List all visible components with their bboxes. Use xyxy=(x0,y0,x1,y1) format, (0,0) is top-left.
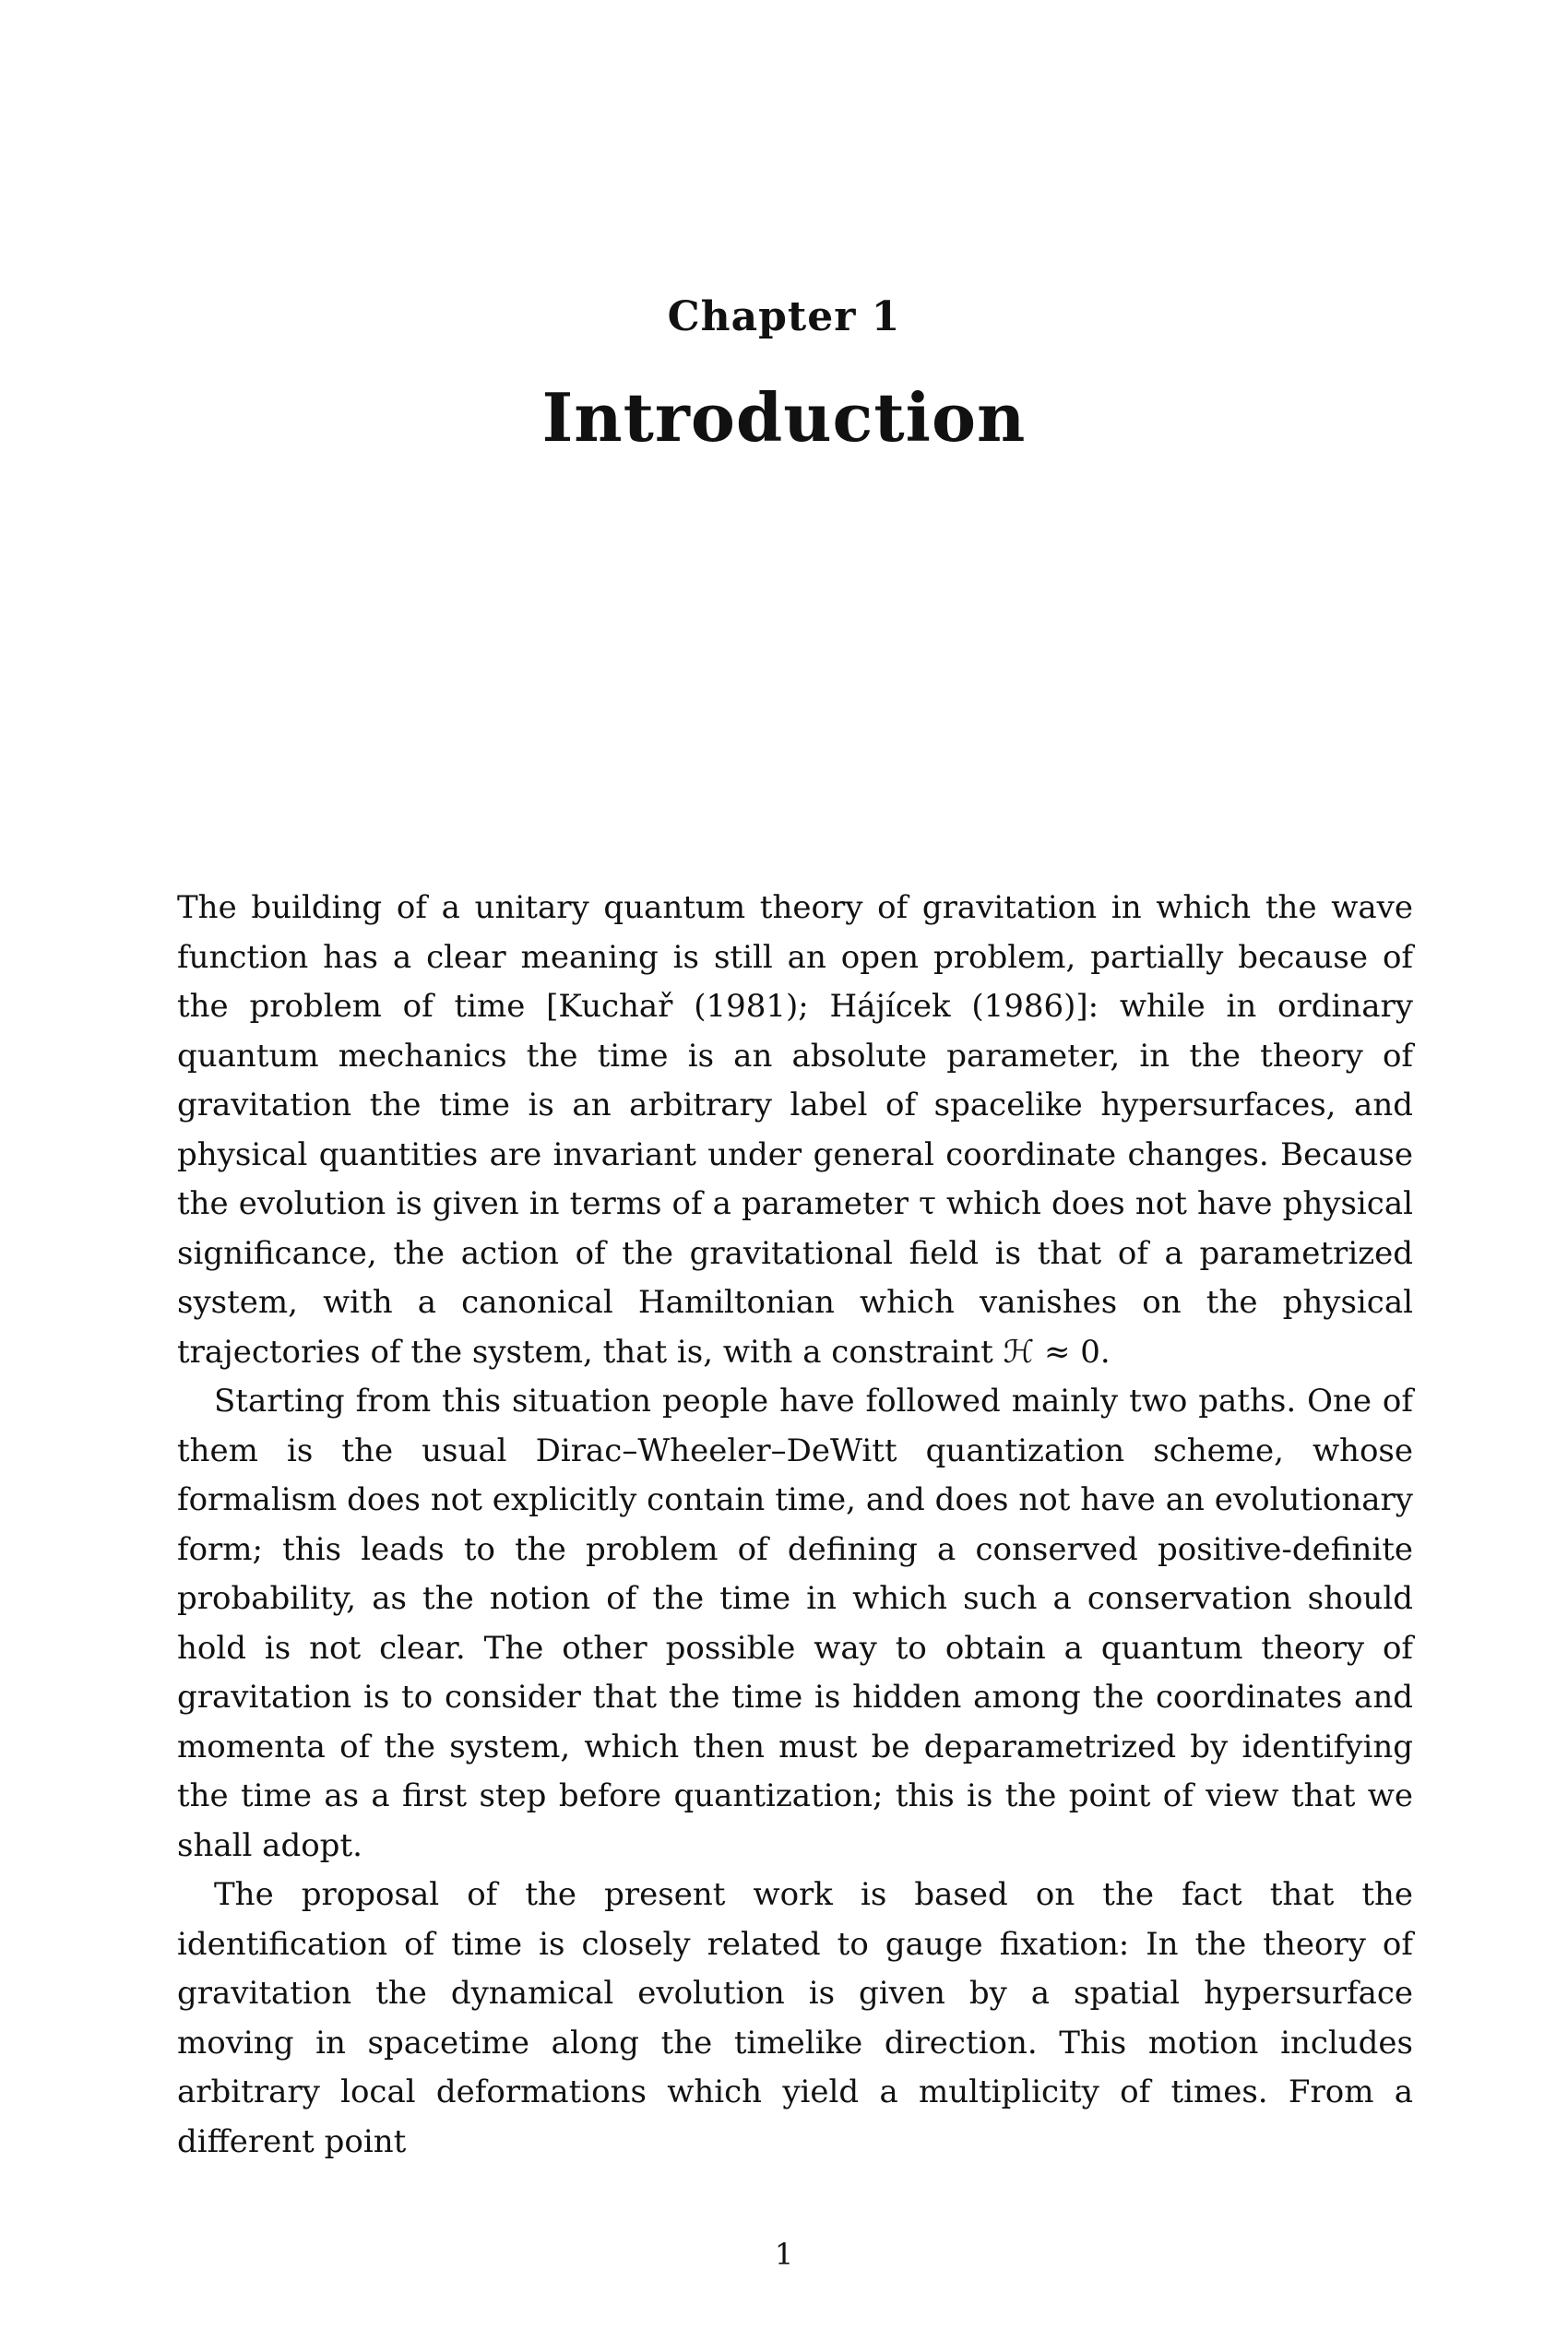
paragraph-1: The building of a unitary quantum theory of gravitation in which the wave function has a clear meaning is still an open problem, partially because of the problem of time [Kuchař (1981); Hájícek (1986)]: while in ordinary quantum mechanics the time is an absolute parameter, in the theory of gravitation the time is an arbitrary label of spacelike hypersurfaces, and physical quantities are invariant under general coordinate changes. Because the evolution is given in terms of a parameter τ which does not have physical significance, the action of the gravitational field is that of a parametrized system, with a canonical Hamiltonian which vanishes on the physical trajectories of the system, that is, with a constraint ℋ ≈ 0. xyxy=(177,889,1413,1371)
paragraph-3: The proposal of the present work is based on the fact that the identification of time is closely related to gauge fixation: In the theory of gravitation the dynamical evolution is given by a spatial hypersurface moving in spacetime along the timelike direction. This motion includes arbitrary local deformations which yield a multiplicity of times. From a different point xyxy=(177,1876,1413,2160)
body-text xyxy=(177,884,1413,2167)
chapter-label: Chapter 1 xyxy=(667,293,901,340)
chapter-title: Introduction xyxy=(541,378,1027,457)
page-number: 1 xyxy=(774,2237,794,2272)
paragraph-2: Starting from this situation people have followed mainly two paths. One of them is the usual Dirac–Wheeler–DeWitt quantization scheme, whose formalism does not explicitly contain time, and does not have an evolutionary form; this leads to the problem of defining a conserved positive-definite probability, as the notion of the time in which such a conservation should hold is not clear. The other possible way to obtain a quantum theory of gravitation is to consider that the time is hidden among the coordinates and momenta of the system, which then must be deparametrized by identifying the time as a first step before quantization; this is the point of view that we shall adopt. xyxy=(177,1383,1413,1864)
